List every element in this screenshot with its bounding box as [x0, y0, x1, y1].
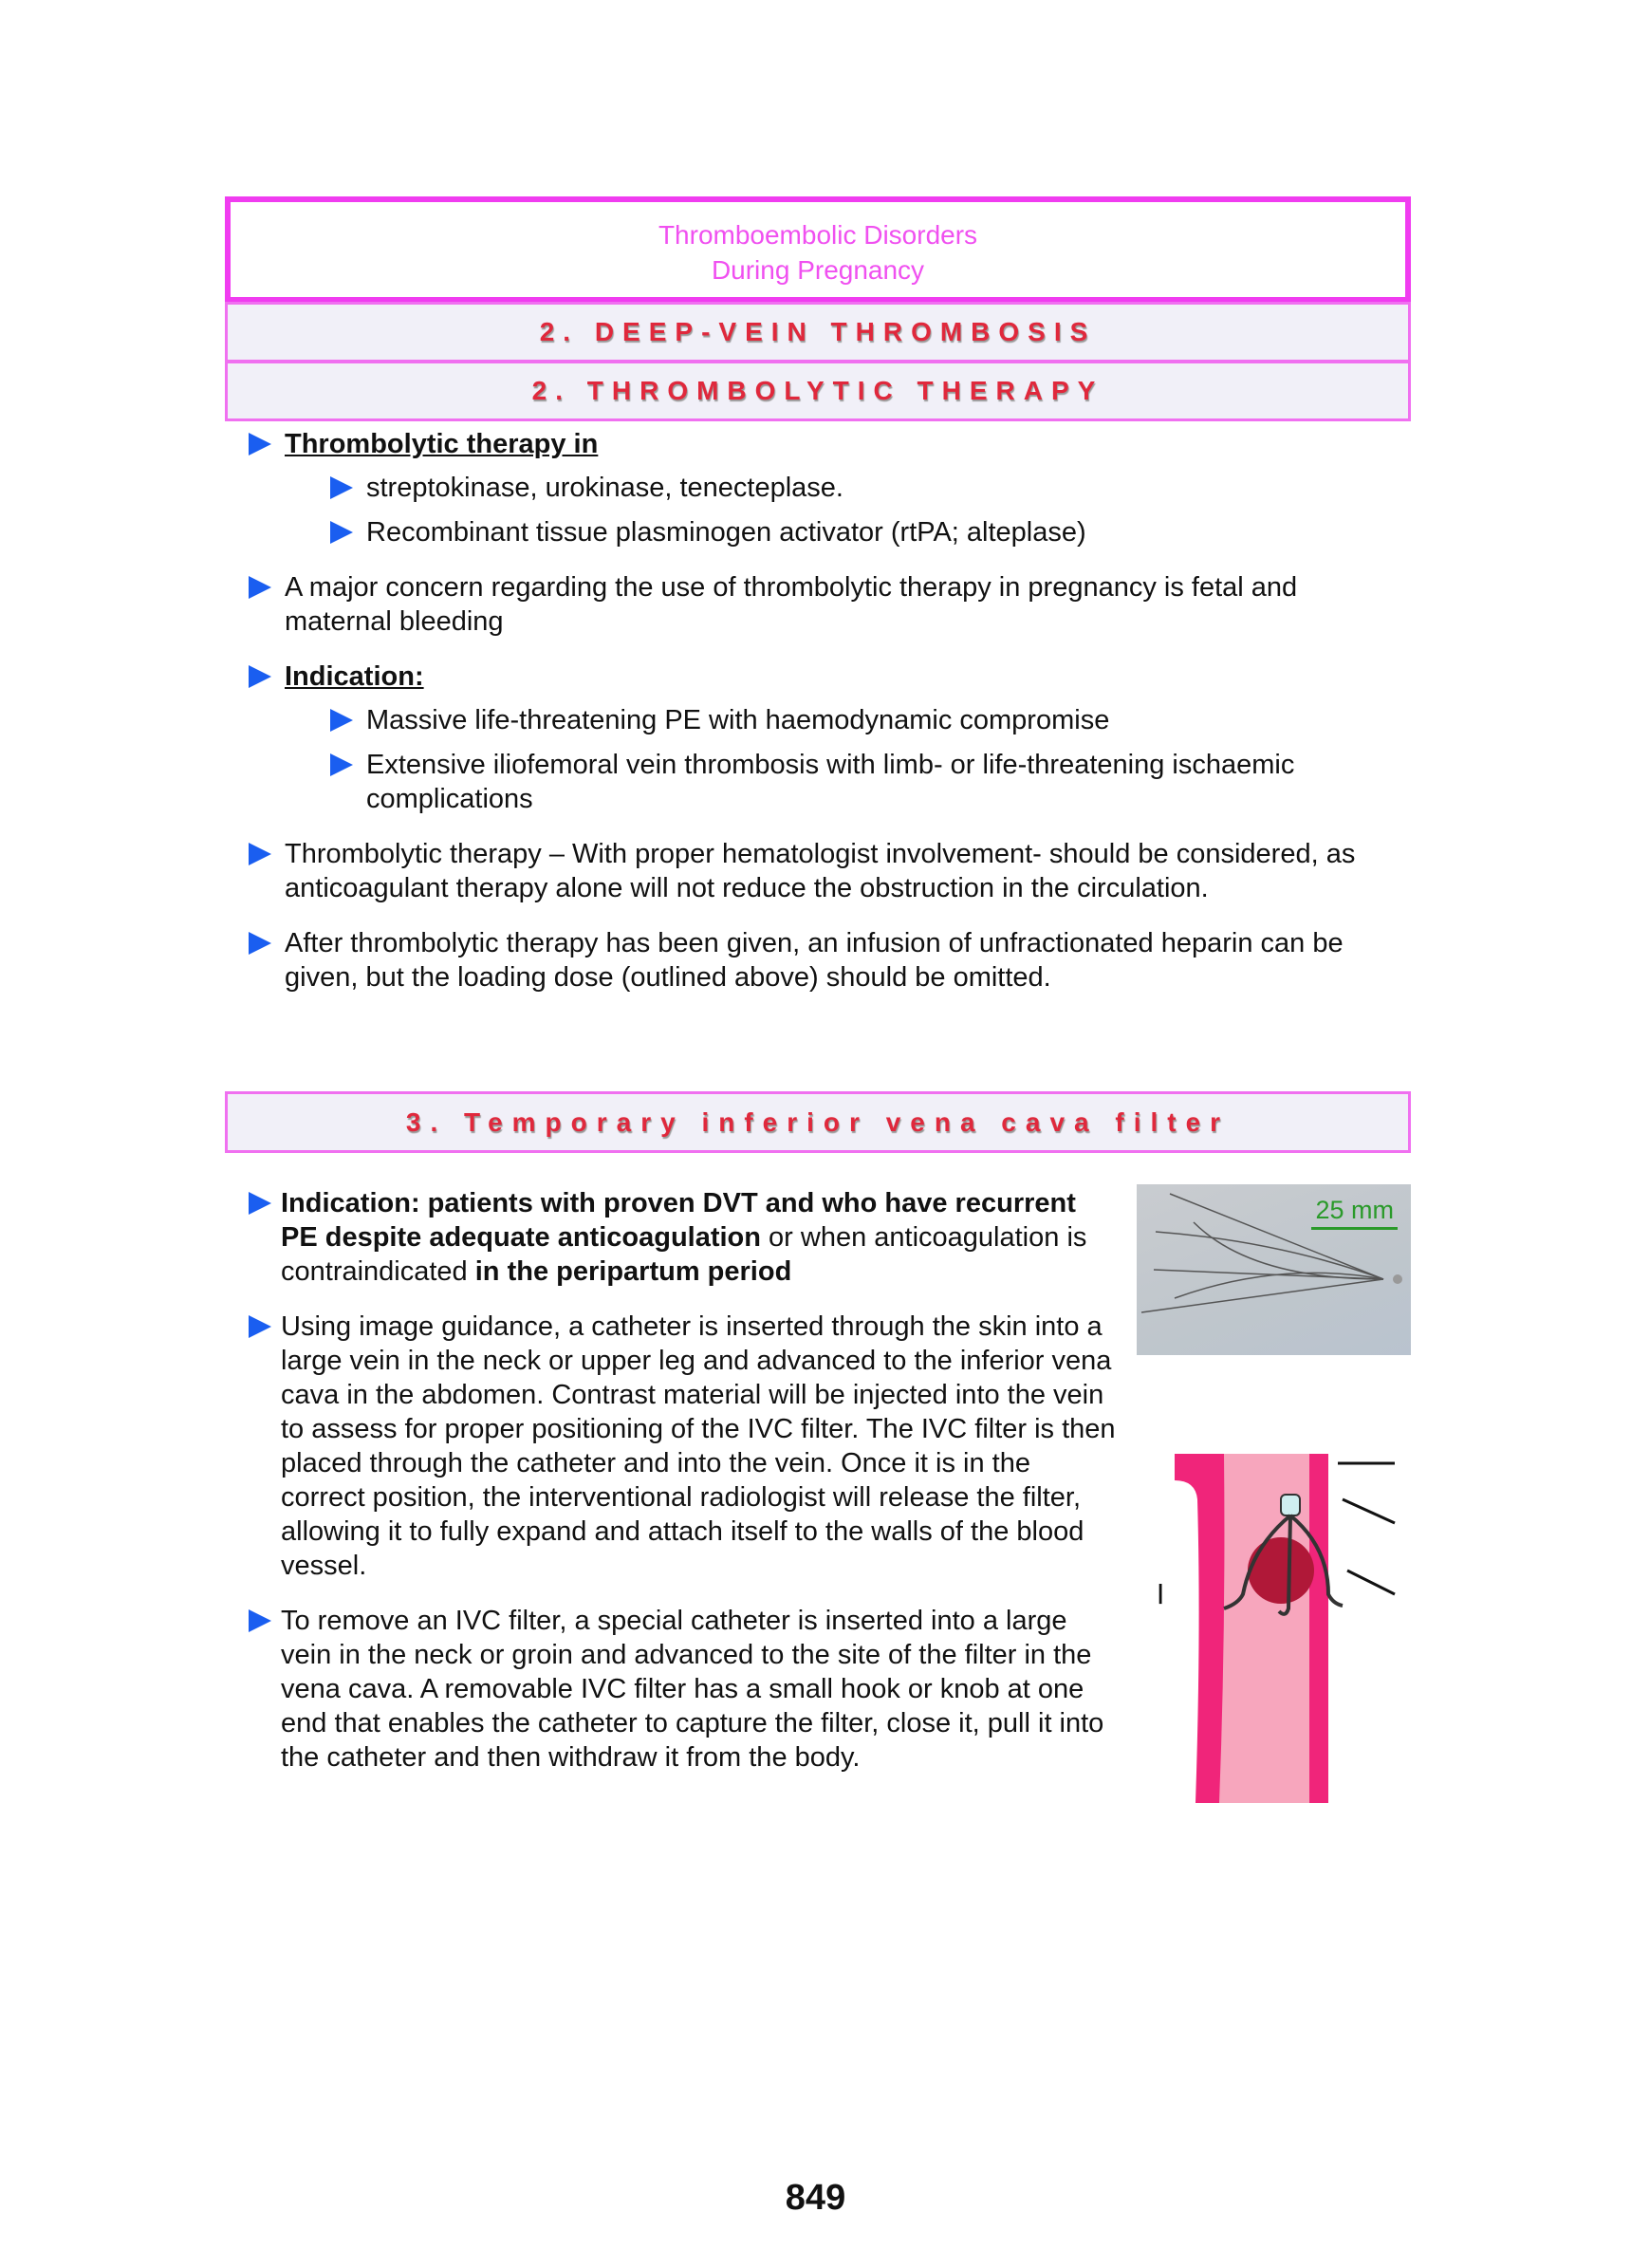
bullet-arrow-icon	[330, 476, 353, 499]
bullet-arrow-icon	[330, 753, 353, 776]
bullet-arrow-icon	[249, 932, 271, 955]
item-text: Thrombolytic therapy – With proper hematologist involvement- should be considered, as anticoagulant therapy alone will not reduce the obstruction in the circulation.	[285, 839, 1356, 903]
section-heading-dvt: 2. DEEP-VEIN THROMBOSIS	[225, 302, 1411, 363]
item-text: Using image guidance, a catheter is inserted through the skin into a large vein in the neck or upper leg and advanced to the inferior vena cava in the abdomen. Contrast material will be injected into the vein to assess for proper positioning of the IVC filter. The IVC filter is then placed through the catheter and into the vein. Once it is in the correct position, the interventional radiologist will release the filter, allowing it to fully expand and attach itself to the walls of the blood vessel.	[281, 1311, 1116, 1581]
chapter-title-line1: Thromboembolic Disorders	[658, 220, 978, 250]
bullet-arrow-icon	[330, 709, 353, 732]
item-text: Extensive iliofemoral vein thrombosis with limb- or life-threatening ischaemic complications	[366, 750, 1295, 814]
ivc-list	[245, 1186, 1118, 1795]
list-item	[245, 570, 1393, 639]
item-text: After thrombolytic therapy has been given, an infusion of unfractionated heparin can be given, but the loading dose (outlined above) should be omitted.	[285, 928, 1344, 993]
section-heading-ivc: 3. Temporary inferior vena cava filter	[225, 1091, 1411, 1153]
list-item	[245, 926, 1393, 995]
bullet-arrow-icon	[249, 433, 271, 455]
diagram-mark: |	[1158, 1580, 1164, 1604]
list-item	[326, 515, 1393, 549]
bullet-arrow-icon	[249, 1192, 271, 1215]
page-number: 849	[785, 2178, 846, 2218]
bullet-arrow-icon	[249, 1609, 271, 1632]
chapter-title-line2: During Pregnancy	[711, 255, 925, 285]
item-text-bold: Indication: patients with proven DVT and who have recurrent PE despite adequate anticoagulation	[281, 1188, 1076, 1253]
item-text: Recombinant tissue plasminogen activator (rtPA; alteplase)	[366, 517, 1086, 548]
ivc-filter-photo	[1137, 1184, 1411, 1355]
list-item	[245, 837, 1393, 905]
bullet-arrow-icon	[249, 1315, 271, 1338]
item-text: or when anticoagulation is contraindicated	[281, 1222, 1087, 1287]
bullet-arrow-icon	[249, 665, 271, 688]
list-item	[326, 471, 1393, 505]
item-text: A major concern regarding the use of thrombolytic therapy in pregnancy is fetal and maternal bleeding	[285, 572, 1298, 637]
subheading: Indication:	[285, 661, 424, 692]
bullet-arrow-icon	[330, 521, 353, 544]
list-item	[245, 427, 1393, 461]
item-text: To remove an IVC filter, a special catheter is inserted into a large vein in the neck or groin and advanced to the site of the filter in the vena cava. A removable IVC filter has a small hook or knob at one end that enables the catheter to capture the filter, close it, pull it into the catheter and then withdraw it from the body.	[281, 1606, 1104, 1773]
list-item	[245, 660, 1393, 694]
bullet-arrow-icon	[249, 843, 271, 865]
chapter-title-box	[225, 196, 1411, 303]
list-item	[245, 1186, 1118, 1289]
item-text-bold: in the peripartum period	[474, 1256, 792, 1287]
ivc-filter-diagram	[1158, 1442, 1404, 1813]
list-item	[245, 1310, 1118, 1583]
list-item	[326, 703, 1393, 737]
scale-label: 25 mm	[1311, 1196, 1398, 1230]
list-item	[245, 1604, 1118, 1775]
thrombolytic-list	[245, 427, 1393, 1015]
list-item	[326, 748, 1393, 816]
section-heading-thrombolytic: 2. THROMBOLYTIC THERAPY	[225, 361, 1411, 421]
bullet-arrow-icon	[249, 576, 271, 599]
subheading: Thrombolytic therapy in	[285, 429, 599, 459]
item-text: streptokinase, urokinase, tenecteplase.	[366, 473, 843, 503]
item-text: Massive life-threatening PE with haemodynamic compromise	[366, 705, 1110, 735]
